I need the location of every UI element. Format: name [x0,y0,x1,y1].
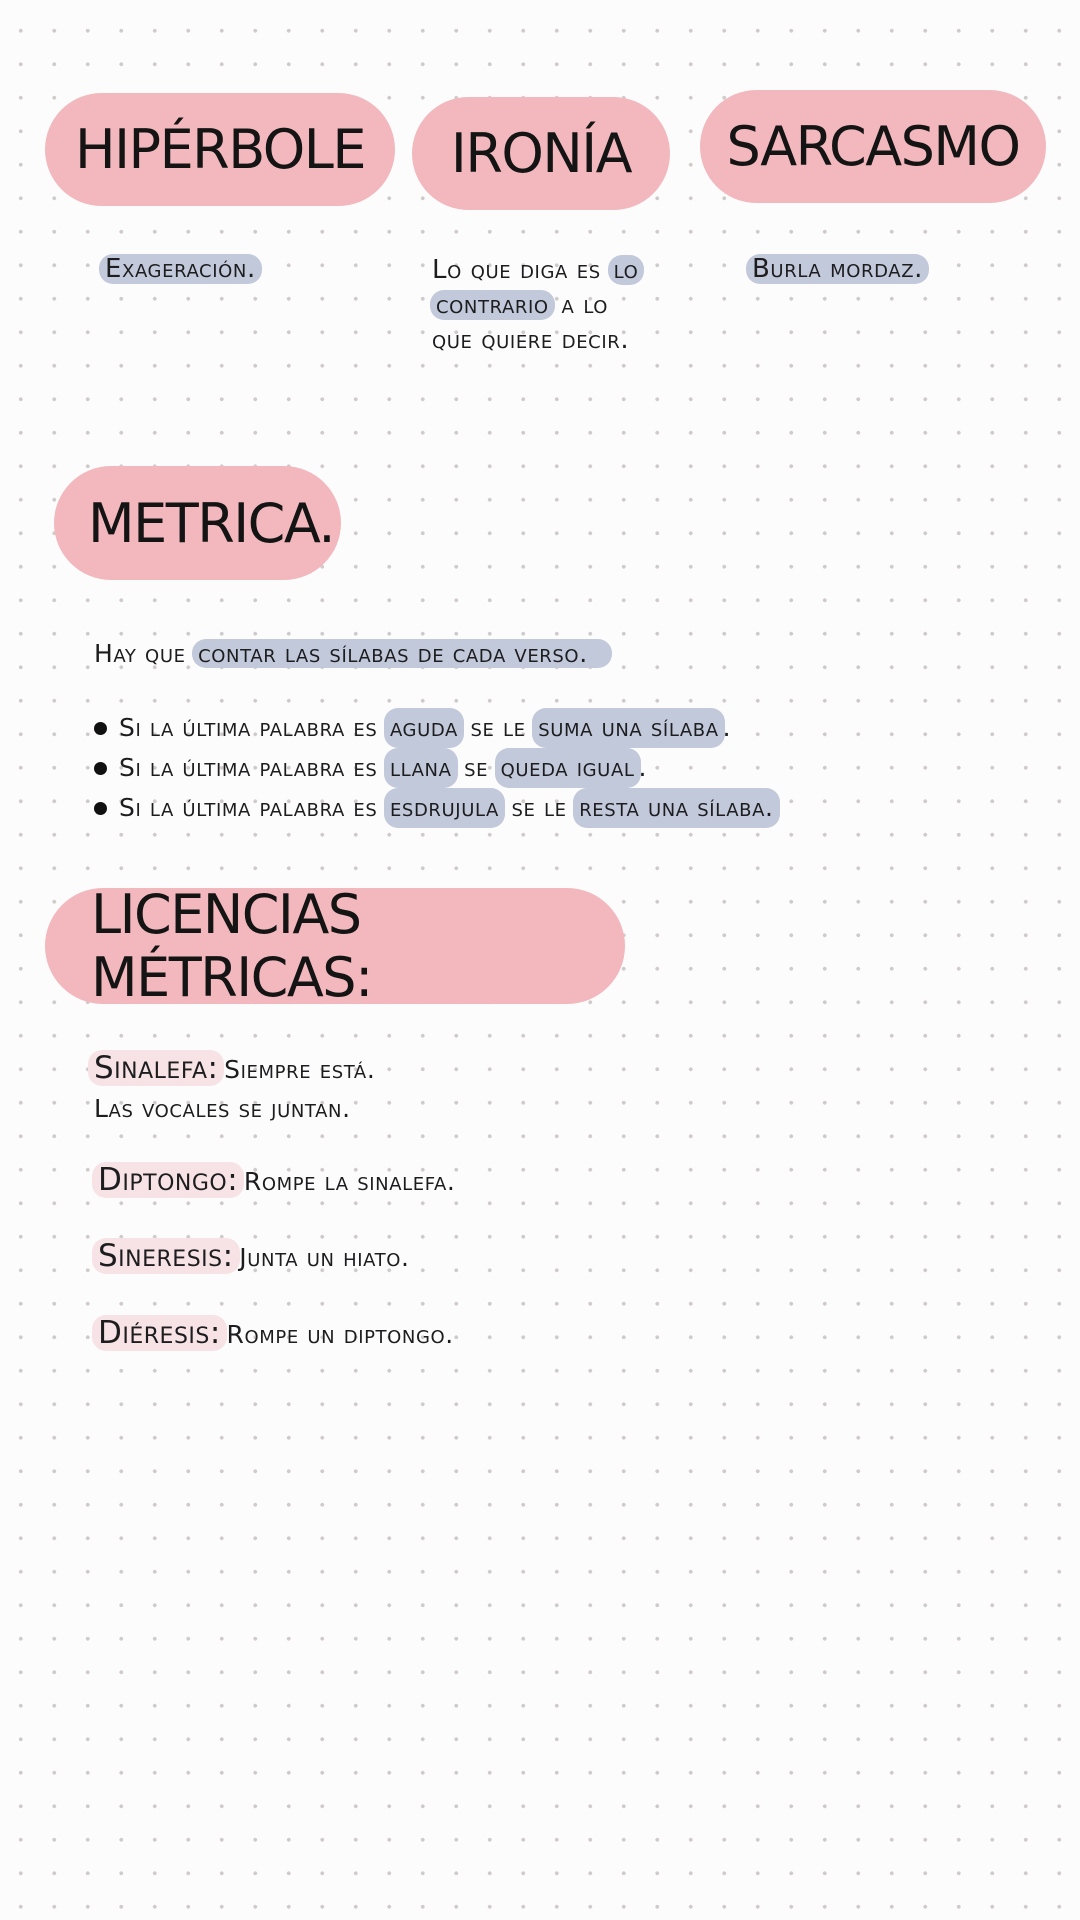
licencias-title: LICENCIAS MÉTRICAS: [45,888,625,1004]
metrica-title: METRICA. [54,466,341,580]
metrica-rule: Si la última palabra es esdrujula se le resta una sílaba. [94,788,778,828]
licencia-sineresis: Sineresis: Junta un hiato. [98,1238,410,1274]
licencia-sinalefa: Sinalefa: Siempre está. Las vocales se juntan. [94,1050,375,1127]
ironia-desc: Lo que diga es lo contrario a lo que quiere decir. [432,253,642,358]
licencia-term: Diptongo: [92,1162,244,1198]
sarcasmo-title: SARCASMO [700,90,1046,203]
sarcasmo-desc: Burla mordaz. [748,254,927,284]
metrica-rules-list [94,708,778,828]
metrica-intro: Hay que contar las sílabas de cada verso. [94,639,610,668]
ironia-title: IRONÍA [412,97,670,210]
licencia-term: Sinalefa: [88,1050,224,1086]
bullet-icon [94,802,107,815]
metrica-rule: Si la última palabra es llana se queda igual . [94,748,778,788]
licencia-term: Sineresis: [92,1238,240,1274]
bullet-icon [94,762,107,775]
bullet-icon [94,722,107,735]
hiperbole-desc: Exageración. [101,254,260,284]
licencia-term: Diéresis: [92,1315,227,1351]
licencia-dieresis: Diéresis: Rompe un diptongo. [98,1315,454,1351]
hiperbole-title: HIPÉRBOLE [45,93,395,206]
licencia-diptongo: Diptongo: Rompe la sinalefa. [98,1162,455,1198]
metrica-rule: Si la última palabra es aguda se le suma una sílaba . [94,708,778,748]
